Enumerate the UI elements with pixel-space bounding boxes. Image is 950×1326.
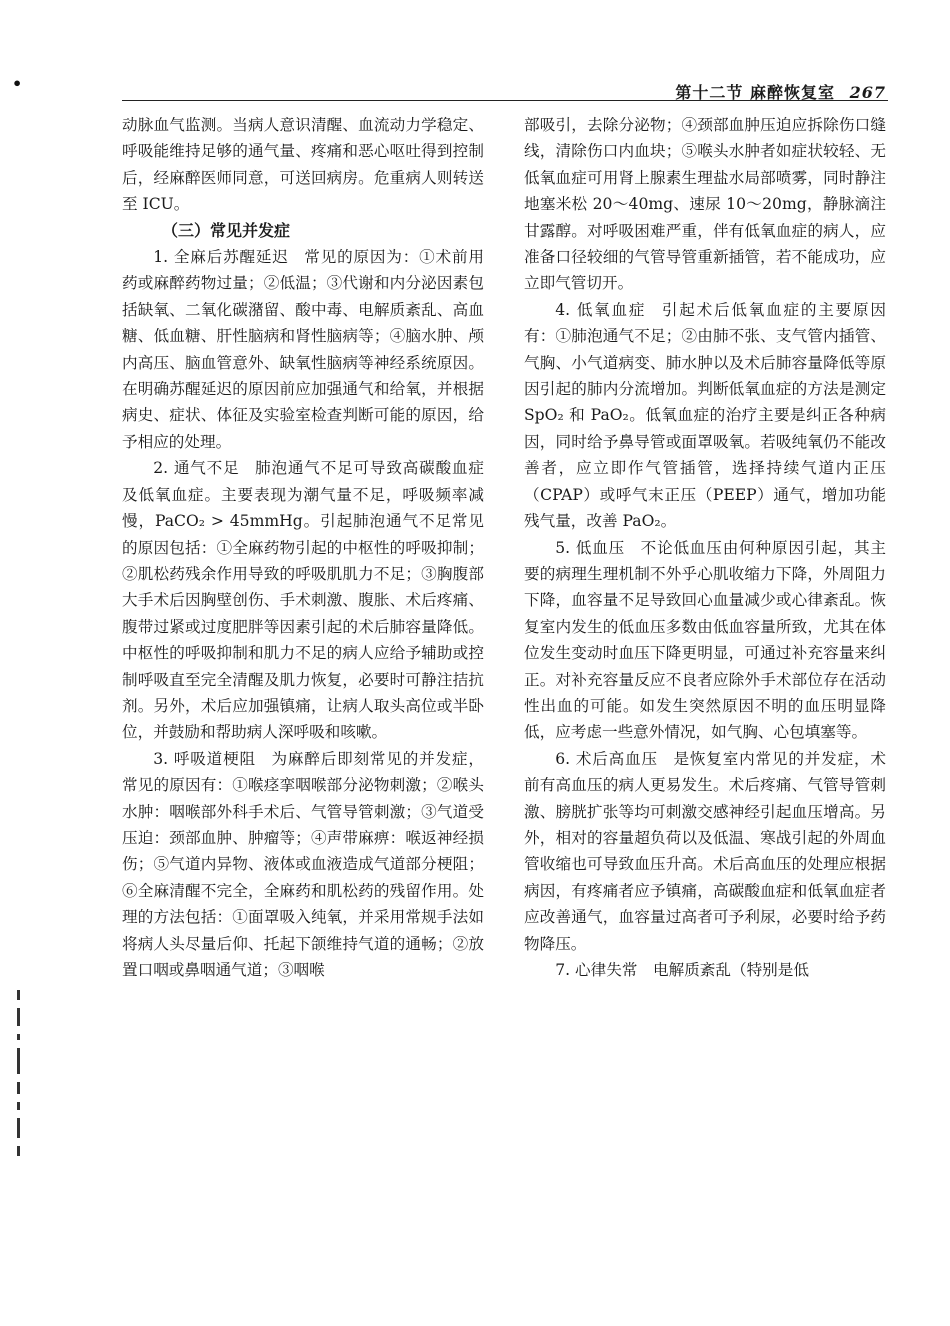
- complication-paragraph: [122, 455, 484, 745]
- item-term: 呼吸道梗阻: [173, 749, 256, 768]
- running-header: [122, 80, 888, 102]
- header-rule: [122, 100, 888, 101]
- item-number: 6.: [555, 749, 576, 768]
- header-chapter: 麻醉恢复室: [750, 83, 836, 102]
- item-number: 4.: [555, 300, 577, 319]
- section-heading: （三）常见并发症: [162, 220, 291, 240]
- item-term: 全麻后苏醒延迟: [173, 248, 289, 267]
- item-number: 7.: [555, 961, 576, 979]
- right-column: [524, 112, 886, 983]
- complication-paragraph: [524, 957, 886, 983]
- complication-paragraph: [524, 535, 886, 746]
- item-term: 术后高血压: [575, 749, 658, 768]
- item-number: 5.: [555, 538, 576, 557]
- body-paragraph: 部吸引，去除分泌物；④颈部血肿压迫应拆除伤口缝线，清除伤口内血块；⑤喉头水肿者如症状较轻、无低氧血症可用肾上腺素生理盐水局部喷雾，同时静注地塞米松 20～40mg、速尿 10～20mg，静脉滴注甘露醇。对呼吸困难严重，伴有低氧血症的病人，应准备口径较细的气管导管重新插管，若不能成功，应立即气管切开。: [524, 116, 886, 293]
- item-text: 是恢复室内常见的并发症，术前有高血压的病人更易发生。术后疼痛、气管导管刺激、膀胱扩张等均可刺激交感神经引起血压增高。另外，相对的容量超负荷以及低温、寒战引起的外周血管收缩也可导致血压升高。术后高血压的处理应根据病因，有疼痛者应予镇痛，高碳酸血症和低氧血症者应改善通气，血容量过高者可予利尿，必要时给予药物降压。: [524, 749, 886, 953]
- item-number: 1.: [153, 248, 174, 267]
- item-term: 心律失常: [575, 961, 638, 979]
- item-number: 2.: [153, 459, 174, 478]
- complication-paragraph: [122, 746, 484, 984]
- complication-paragraph: [524, 746, 886, 957]
- item-text: 电解质紊乱（特别是低: [653, 961, 809, 979]
- item-number: 3.: [153, 749, 174, 768]
- item-text: 常见的原因为：①术前用药或麻醉药物过量；②低温；③代谢和内分泌因素包括缺氧、二氧化碳潴留、酸中毒、电解质紊乱、高血糖、低血糖、肝性脑病和肾性脑病等；④脑水肿、颅内高压、脑血管意外、缺氧性脑病等神经系统原因。在明确苏醒延迟的原因前应加强通气和给氧，并根据病史、症状、体征及实验室检查判断可能的原因，给予相应的处理。: [122, 248, 484, 451]
- body-paragraph: 动脉血气监测。当病人意识清醒、血流动力学稳定、呼吸能维持足够的通气量、疼痛和恶心呕吐得到控制后，经麻醉医师同意，可送回病房。危重病人则转送至 ICU。: [122, 116, 484, 214]
- edge-mark: •: [12, 74, 23, 93]
- complication-paragraph: [524, 297, 886, 535]
- item-text: 为麻醉后即刻常见的并发症，常见的原因有：①喉痉挛咽喉部分泌物刺激；②喉头水肿：咽喉部外科手术后、气管导管刺激；③气道受压迫：颈部血肿、肿瘤等；④声带麻痹：喉返神经损伤；⑤气道内异物、液体或血液造成气道部分梗阻；⑥全麻清醒不完全，全麻药和肌松药的残留作用。处理的方法包括：①面罩吸入纯氧，并采用常规手法如将病人头尽量后仰、托起下颌维持气道的通畅；②放置口咽或鼻咽通气道；③咽喉: [122, 749, 484, 979]
- header-section: 第十二节: [675, 83, 744, 102]
- page-number: 267: [849, 83, 886, 102]
- item-term: 通气不足: [173, 459, 240, 478]
- edge-bits: [12, 990, 24, 1220]
- complication-paragraph: [122, 244, 484, 455]
- item-text: 不论低血压由何种原因引起，其主要的病理生理机制不外乎心肌收缩力下降，外周阻力下降，血容量不足导致回心血量减少或心律紊乱。恢复室内发生的低血压多数由低血容量所致，尤其在体位发生变动时血压下降更明显，可通过补充容量来纠正。对补充容量反应不良者应除外手术部位存在活动性出血的可能。如发生突然原因不明的血压明显降低，应考虑一些意外情况，如气胸、心包填塞等。: [524, 538, 886, 742]
- item-term: 低血压: [575, 538, 626, 557]
- item-text: 肺泡通气不足可导致高碳酸血症及低氧血症。主要表现为潮气量不足，呼吸频率减慢，PaCO₂ > 45mmHg。引起肺泡通气不足常见的原因包括：①全麻药物引起的中枢性的呼吸抑制；②肌松药残余作用导致的呼吸肌肌力不足；③胸腹部大手术后因胸壁创伤、手术刺激、腹胀、术后疼痛、腹带过紧或过度肥胖等因素引起的术后肺容量降低。中枢性的呼吸抑制和肌力不足的病人应给予辅助或控制呼吸直至完全清醒及肌力恢复，必要时可静注拮抗剂。另外，术后应加强镇痛，让病人取头高位或半卧位，并鼓励和帮助病人深呼吸和咳嗽。: [122, 459, 484, 742]
- item-text: 引起术后低氧血症的主要原因有：①肺泡通气不足；②由肺不张、支气管内插管、气胸、小气道病变、肺水肿以及术后肺容量降低等原因引起的肺内分流增加。判断低氧血症的方法是测定 SpO₂ 和 PaO₂。低氧血症的治疗主要是纠正各种病因，同时给予鼻导管或面罩吸氧。若吸纯氧仍不能改善者，应立即作气管插管，选择持续气道内正压（CPAP）或呼气末正压（PEEP）通气，增加功能残气量，改善 PaO₂。: [524, 300, 886, 531]
- scan-edge: [0, 0, 38, 1326]
- left-column: [122, 112, 484, 983]
- item-term: 低氧血症: [576, 300, 647, 319]
